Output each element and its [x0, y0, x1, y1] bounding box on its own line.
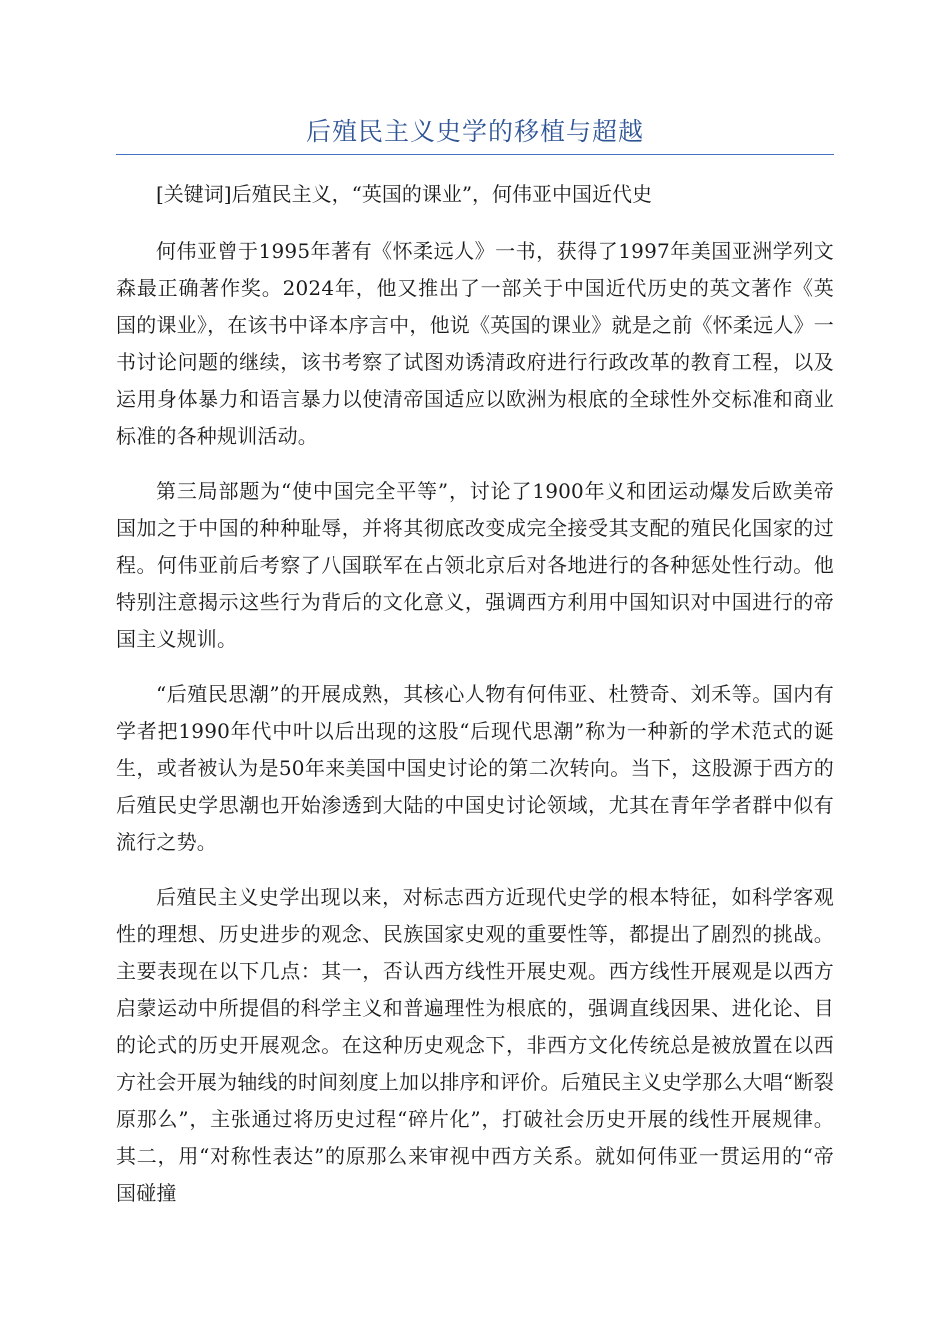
- paragraph-2: 第三局部题为“使中国完全平等”，讨论了1900年义和团运动爆发后欧美帝国加之于中国的种种耻辱，并将其彻底改变成完全接受其支配的殖民化国家的过程。何伟亚前后考察了八国联军在占领北京后对各地进行的各种惩处性行动。他特别注意揭示这些行为背后的文化意义，强调西方利用中国知识对中国进行的帝国主义规训。: [116, 479, 834, 651]
- paragraph-4: 后殖民主义史学出现以来，对标志西方近现代史学的根本特征，如科学客观性的理想、历史进步的观念、民族国家史观的重要性等，都提出了剧烈的挑战。主要表现在以下几点：其一，否认西方线性开展史观。西方线性开展观是以西方启蒙运动中所提倡的科学主义和普遍理性为根底的，强调直线因果、进化论、目的论式的历史开展观念。在这种历史观念下，非西方文化传统总是被放置在以西方社会开展为轴线的时间刻度上加以排序和评价。后殖民主义史学那么大唱“断裂原那么”，主张通过将历史过程“碎片化”，打破社会历史开展的线性开展规律。其二，用“对称性表达”的原那么来审视中西方关系。就如何伟亚一贯运用的“帝国碰撞: [116, 885, 834, 1205]
- document-body: [116, 176, 834, 1230]
- keywords-line: [关键词]后殖民主义，“英国的课业”，何伟亚中国近代史: [156, 182, 653, 206]
- title-divider: [116, 154, 834, 155]
- paragraph-1: 何伟亚曾于1995年著有《怀柔远人》一书，获得了1997年美国亚洲学列文森最正确著作奖。2024年，他又推出了一部关于中国近代历史的英文著作《英国的课业》，在该书中译本序言中，他说《英国的课业》就是之前《怀柔远人》一书讨论问题的继续，该书考察了试图劝诱清政府进行行政改革的教育工程，以及运用身体暴力和语言暴力以使清帝国适应以欧洲为根底的全球性外交标准和商业标准的各种规训活动。: [116, 239, 834, 448]
- paragraph-3: “后殖民思潮”的开展成熟，其核心人物有何伟亚、杜赞奇、刘禾等。国内有学者把1990年代中叶以后出现的这股“后现代思潮”称为一种新的学术范式的诞生，或者被认为是50年来美国中国史讨论的第二次转向。当下，这股源于西方的后殖民史学思潮也开始渗透到大陆的中国史讨论领域，尤其在青年学者群中似有流行之势。: [116, 682, 834, 854]
- document-title: 后殖民主义史学的移植与超越: [305, 117, 644, 146]
